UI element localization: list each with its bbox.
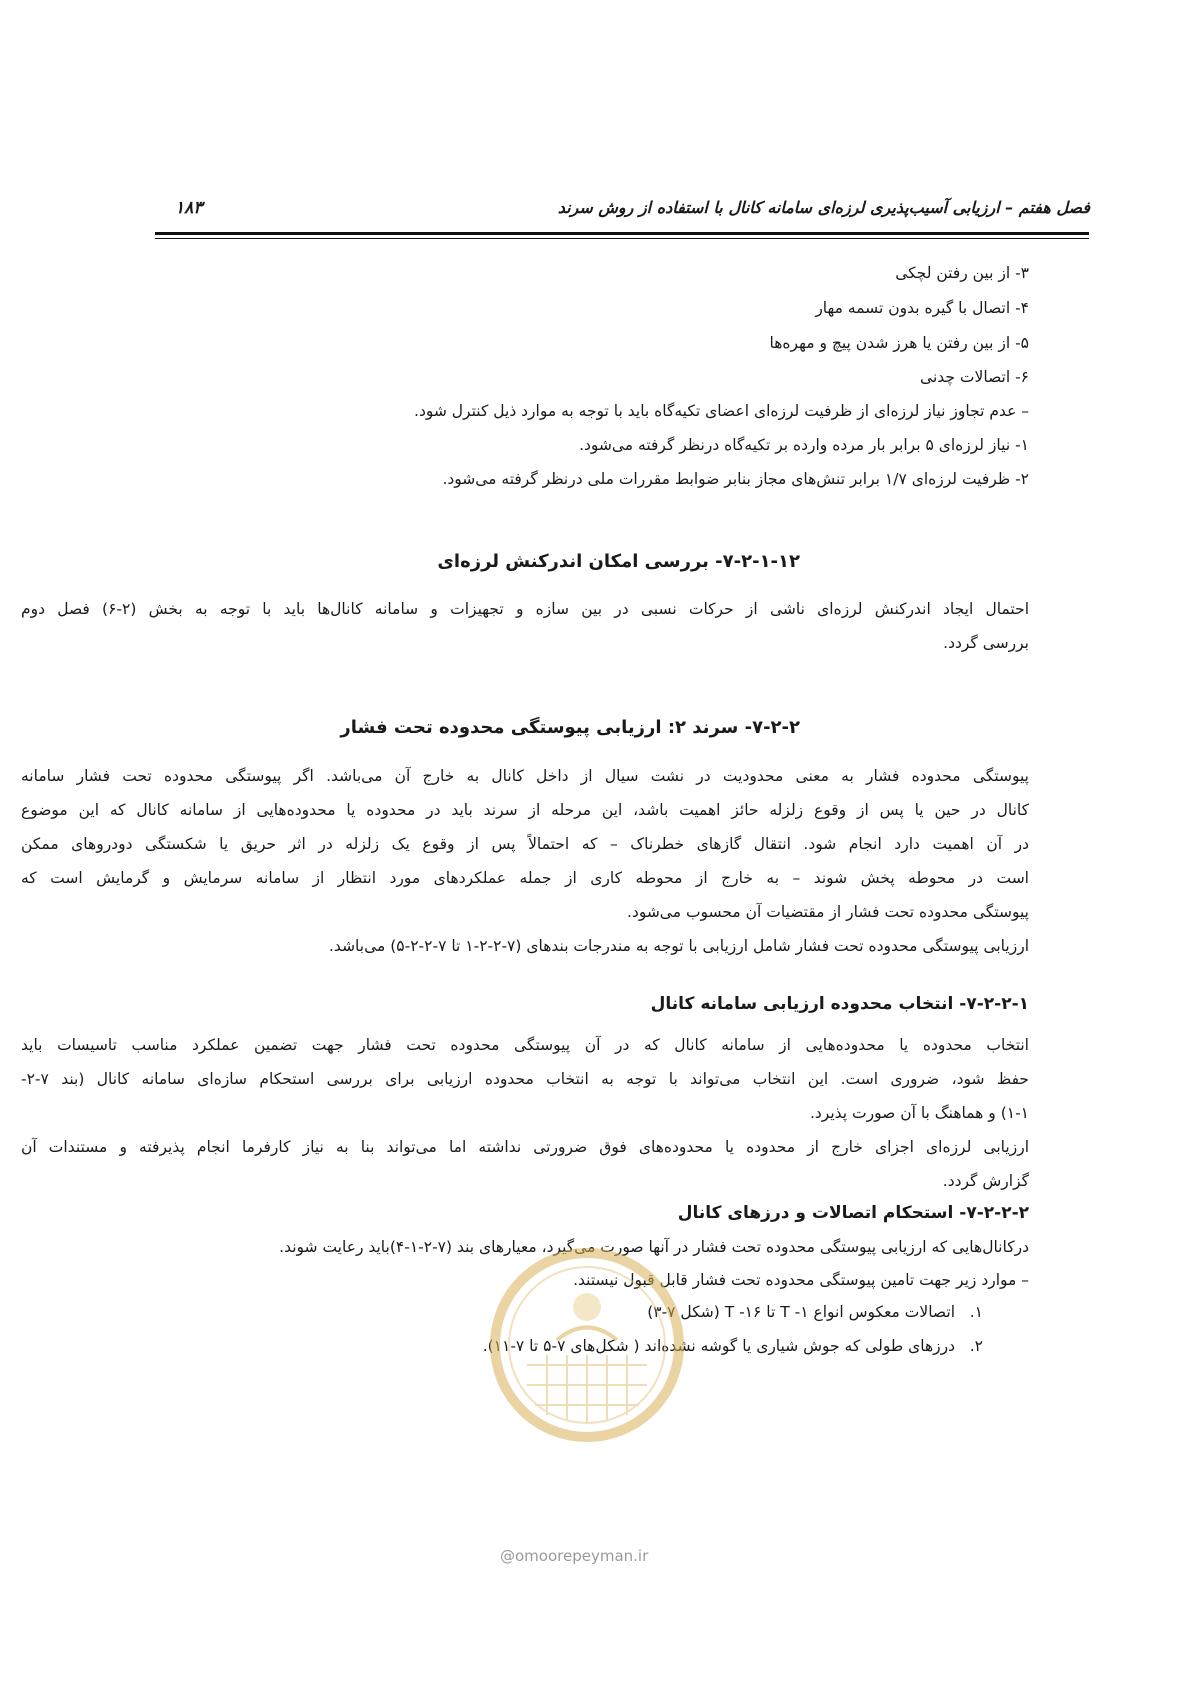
list-item: ۴- اتصال با گیره بدون تسمه مهار — [815, 299, 1029, 317]
paragraph-line: بررسی گردد. — [943, 634, 1029, 652]
subsection-heading: ۷-۲-۲-۲- استحکام اتصالات و درزهای کانال — [677, 1203, 1029, 1223]
paragraph-line: ۱-۱) و هماهنگ با آن صورت پذیرد. — [809, 1104, 1029, 1122]
item-number: ۲. — [969, 1337, 983, 1355]
paragraph-line: ارزیابی پیوستگی محدوده تحت فشار شامل ارزیابی با توجه به مندرجات بندهای (۷-۲-۲-۱ تا ۷-۲-۲-۵) می‌باشد. — [329, 937, 1029, 955]
chapter-title: فصل هفتم – ارزیابی آسیب‌پذیری لرزه‌ای سامانه کانال با استفاده از روش سرند — [557, 198, 1090, 217]
paragraph-line: کانال در حین یا پس از وقوع زلزله حائز اهمیت باشد، این مرحله از سرند باید در محدوده یا محدوده‌هایی از سامانه کانال که این موضوع — [21, 801, 1029, 819]
header-rule-thin — [155, 238, 1089, 239]
paragraph-line: ارزیابی لرزه‌ای اجزای خارج از محدوده یا محدوده‌های فوق ضرورتی نداشته اما می‌تواند بنا به نیاز کارفرما انجام پذیرفته و مستندات آن — [21, 1138, 1029, 1156]
paragraph-line: گزارش گردد. — [942, 1172, 1029, 1190]
list-item: ۱- نیاز لرزه‌ای ۵ برابر بار مرده وارده بر تکیه‌گاه درنظر گرفته می‌شود. — [579, 436, 1029, 454]
list-item: ۲- ظرفیت لرزه‌ای ۱/۷ برابر تنش‌های مجاز بنابر ضوابط مقررات ملی درنظر گرفته می‌شود. — [442, 470, 1029, 488]
paragraph-line: پیوستگی محدوده تحت فشار از مقتضیات آن محسوب می‌شود. — [626, 903, 1029, 921]
item-text: اتصالات معکوس انواع T -۱ تا T -۱۶ (شکل ۷-۳) — [647, 1303, 955, 1321]
paragraph-line: – موارد زیر جهت تامین پیوستگی محدوده تحت فشار قابل قبول نیستند. — [573, 1271, 1029, 1289]
paragraph-line: حفظ شود، ضروری است. این انتخاب می‌تواند با توجه به انتخاب محدوده ارزیابی برای بررسی استحکام سازه‌ای سامانه کانال (بند ۷-۲- — [21, 1070, 1029, 1088]
item-text: درزهای طولی که جوش شیاری یا گوشه نشده‌اند ( شکل‌های ۷-۵ تا ۷-۱۱). — [482, 1337, 955, 1355]
list-item: – عدم تجاوز نیاز لرزه‌ای از ظرفیت لرزه‌ای اعضای تکیه‌گاه باید با توجه به موارد ذیل کنترل شود. — [414, 402, 1029, 420]
list-item: ۶- اتصالات چدنی — [920, 368, 1029, 386]
paragraph-line: درکانال‌هایی که ارزیابی پیوستگی محدوده تحت فشار در آنها صورت می‌گیرد، معیارهای بند (۷-۲-۱-۴)باید رعایت شوند. — [279, 1238, 1029, 1256]
page-header — [175, 198, 1090, 220]
watermark-logo — [487, 1245, 687, 1445]
paragraph-line: انتخاب محدوده یا محدوده‌هایی از سامانه کانال که در آن پیوستگی محدوده تحت فشار جهت تضمین عملکرد مناسب تاسیسات باید — [21, 1036, 1029, 1054]
paragraph-line: است در محوطه پخش شوند – به خارج از محوطه کاری از جمله عملکردهای مورد انتظار از سامانه سرمایش و گرمایش است که — [21, 869, 1029, 887]
list-item: ۳- از بین رفتن لچکی — [895, 264, 1029, 282]
numbered-item — [647, 1303, 983, 1321]
paragraph-line: احتمال ایجاد اندرکنش لرزه‌ای ناشی از حرکات نسبی در بین سازه و تجهیزات و سامانه کانال‌ها باید با توجه به بخش (۲-۶) فصل دوم — [21, 600, 1029, 618]
page-number: ۱۸۳ — [175, 198, 203, 218]
item-number: ۱. — [969, 1303, 983, 1321]
header-rule-thick — [155, 232, 1089, 235]
paragraph-line: پیوستگی محدوده فشار به معنی محدودیت در نشت سیال از داخل کانال به خارج آن می‌باشد. اگر پیوستگی محدوده تحت فشار سامانه — [21, 767, 1029, 785]
watermark-url: @omoorepeyman.ir — [500, 1547, 649, 1565]
paragraph-line: در آن اهمیت دارد انجام شود. انتقال گازهای خطرناک – که احتمالاً پس از وقوع یک زلزله در اثر حریق یا شکستگی دودروهای ممکن — [21, 835, 1029, 853]
section-heading: ۷-۲-۱-۱۲- بررسی امکان اندرکنش لرزه‌ای — [437, 551, 800, 572]
section-heading: ۷-۲-۲- سرند ۲: ارزیابی پیوستگی محدوده تحت فشار — [340, 717, 800, 738]
list-item: ۵- از بین رفتن یا هرز شدن پیچ و مهره‌ها — [769, 334, 1029, 352]
subsection-heading: ۷-۲-۲-۱- انتخاب محدوده ارزیابی سامانه کانال — [650, 994, 1029, 1014]
